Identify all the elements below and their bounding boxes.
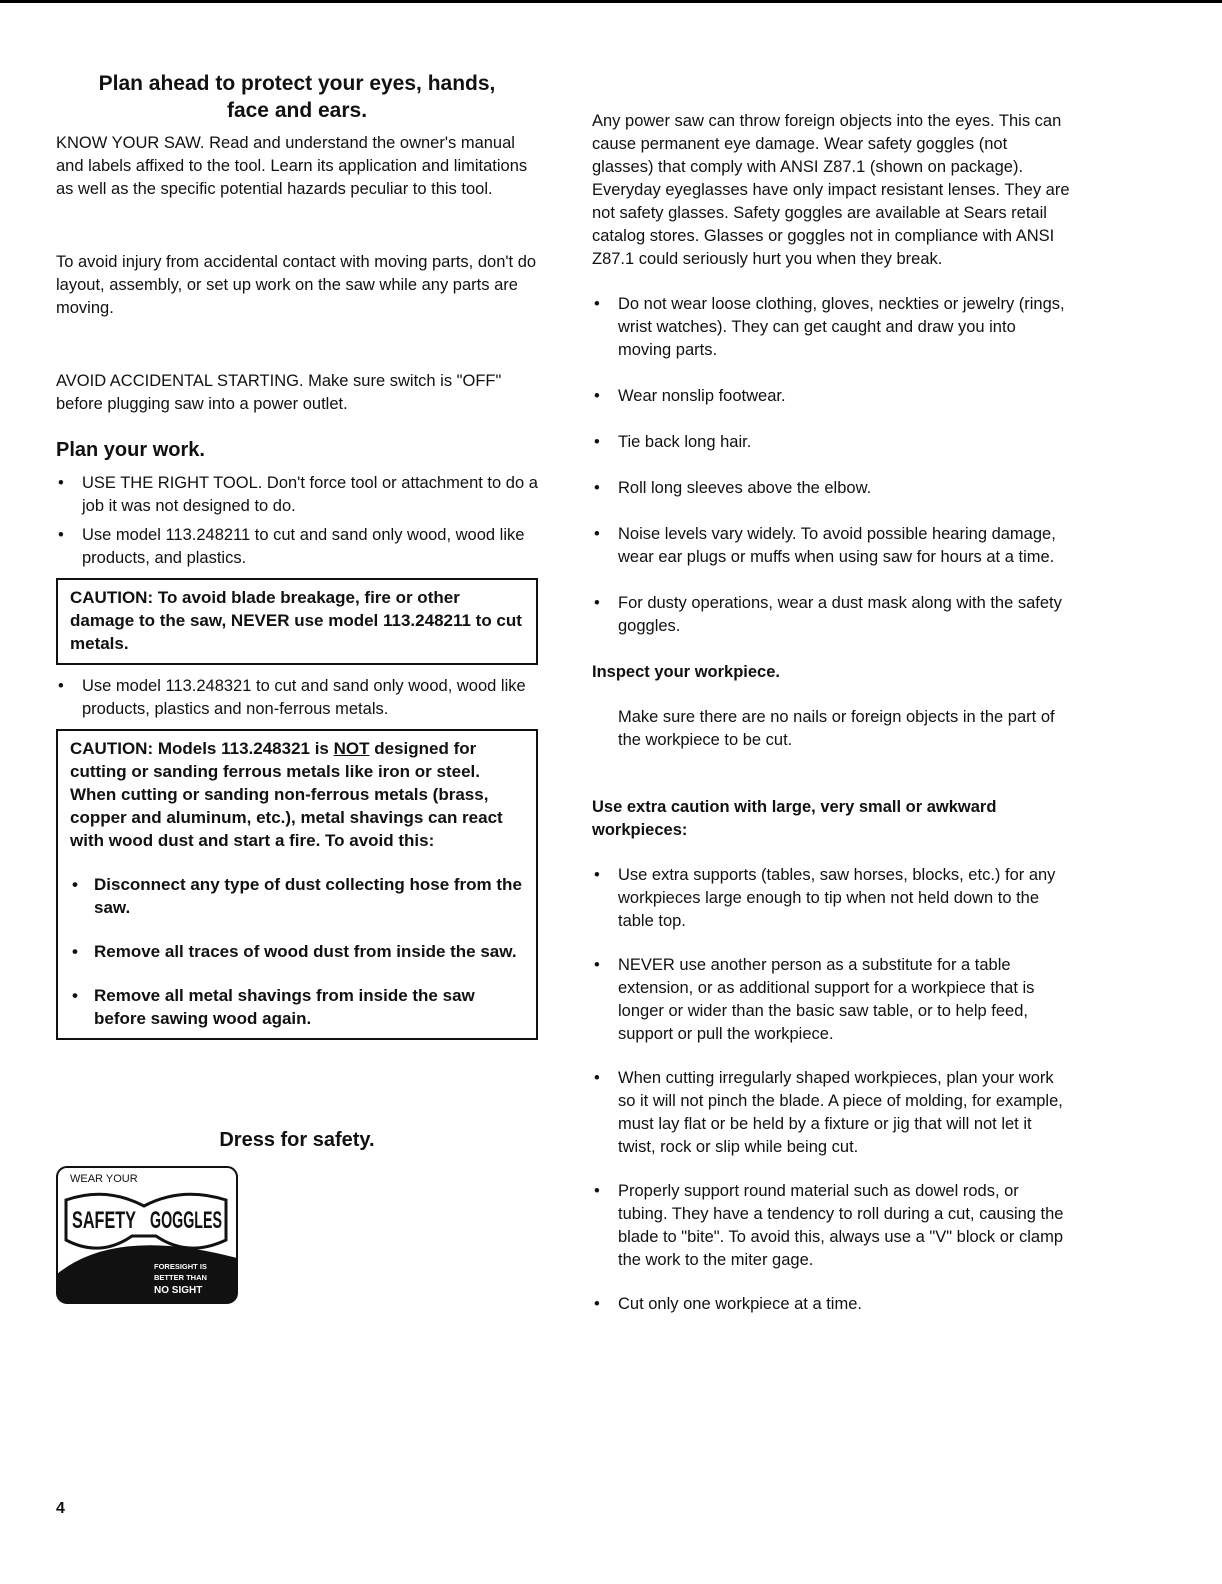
list-item: • For dusty operations, wear a dust mask along with the safety goggles. — [592, 592, 1072, 638]
list-item: • USE THE RIGHT TOOL. Don't force tool or attachment to do a job it was not designed to do. — [56, 472, 538, 518]
badge-goggles-text: GOGGLES — [150, 1207, 222, 1234]
list-item: • Roll long sleeves above the elbow. — [592, 477, 1072, 500]
badge-small-text-2: BETTER THAN — [154, 1273, 207, 1282]
badge-top-text: WEAR YOUR — [70, 1173, 138, 1185]
plan-work-heading: Plan your work. — [56, 439, 205, 461]
list-item: • Remove all metal shavings from inside the saw before sawing wood again. — [70, 984, 526, 1030]
dress-list — [592, 293, 1072, 638]
inspect-heading: Inspect your workpiece. — [592, 663, 780, 681]
badge-safety-text: SAFETY — [72, 1207, 136, 1234]
list-item: • Use model 113.248321 to cut and sand only wood, wood like products, plastics and non-ferrous metals. — [56, 675, 538, 721]
list-item: • Disconnect any type of dust collecting hose from the saw. — [70, 873, 526, 919]
list-item: • NEVER use another person as a substitute for a table extension, or as additional support for a workpiece that is longer or wider than the basic saw table, or to help feed, support or pull the workpiece. — [592, 954, 1072, 1046]
list-item: • Cut only one workpiece at a time. — [592, 1293, 1072, 1316]
dress-heading: Dress for safety. — [219, 1129, 375, 1151]
list-item: • Remove all traces of wood dust from inside the saw. — [70, 940, 526, 963]
list-item: • Wear nonslip footwear. — [592, 385, 1072, 408]
list-item: • When cutting irregularly shaped workpieces, plan your work so it will not pinch the blade. A piece of molding, for example, must lay flat or be held by a fixture or jig that will not let it twist, rock or slip while being cut. — [592, 1067, 1072, 1159]
list-item: • Use model 113.248211 to cut and sand only wood, wood like products, and plastics. — [56, 524, 538, 570]
extra-caution-heading: Use extra caution with large, very small or awkward workpieces: — [592, 798, 997, 839]
inspect-text: Make sure there are no nails or foreign objects in the part of the workpiece to be cut. — [618, 708, 1055, 749]
page-heading: Plan ahead to protect your eyes, hands, face and ears. — [98, 72, 496, 122]
list-item: • Properly support round material such as dowel rods, or tubing. They have a tendency to roll during a cut, causing the blade to "bite". To avoid this, always use a "V" block or clamp the work to the miter gage. — [592, 1180, 1072, 1272]
eye-safety-text: Any power saw can throw foreign objects into the eyes. This can cause permanent eye damage. Wear safety goggles (not glasses) that comply with ANSI Z87.1 (shown on package). Everyday eyeglasses have only impact resistant lenses. They are not safety glasses. Safety goggles are available at Sears retail catalog stores. Glasses or goggles not in compliance with ANSI Z87.1 could seriously hurt you when they break. — [592, 112, 1070, 268]
left-column — [56, 70, 538, 1309]
right-column — [592, 110, 1072, 1337]
know-your-saw-text: KNOW YOUR SAW. Read and understand the owner's manual and labels affixed to the tool. Learn its application and limitations as well as the specific potential hazards peculiar to this tool. — [56, 134, 528, 198]
caution-text: CAUTION: Models 113.248321 is NOT designed for cutting or sanding ferrous metals like iron or steel. When cutting or sanding non-ferrous metals (brass, copper and aluminum, etc.), metal shavings can react with wood dust and start a fire. To avoid this: — [70, 739, 503, 850]
avoid-starting-text: AVOID ACCIDENTAL STARTING. Make sure switch is "OFF" before plugging saw into a power outlet. — [56, 372, 502, 413]
caution-box-metals: CAUTION: To avoid blade breakage, fire or other damage to the saw, NEVER use model 113.248211 to cut metals. — [56, 578, 538, 665]
top-rule — [0, 0, 1222, 3]
workpiece-list — [592, 864, 1072, 1316]
plan-work-list-2 — [56, 675, 538, 721]
caution-box-ferrous — [56, 729, 538, 1040]
badge-small-text-3: NO SIGHT — [154, 1285, 203, 1296]
list-item: • Use extra supports (tables, saw horses, blocks, etc.) for any workpieces large enough to tip when not held down to the table top. — [592, 864, 1072, 933]
page-number: 4 — [56, 1500, 65, 1517]
list-item: • Noise levels vary widely. To avoid possible hearing damage, wear ear plugs or muffs when using saw for hours at a time. — [592, 523, 1072, 569]
safety-goggles-badge — [56, 1166, 238, 1304]
plan-work-list — [56, 472, 538, 570]
caution-list — [70, 873, 526, 1030]
list-item: • Tie back long hair. — [592, 431, 1072, 454]
avoid-injury-text: To avoid injury from accidental contact with moving parts, don't do layout, assembly, or set up work on the saw while any parts are moving. — [56, 253, 537, 317]
badge-small-text-1: FORESIGHT IS — [154, 1262, 207, 1271]
list-item: • Do not wear loose clothing, gloves, neckties or jewelry (rings, wrist watches). They can get caught and draw you into moving parts. — [592, 293, 1072, 362]
